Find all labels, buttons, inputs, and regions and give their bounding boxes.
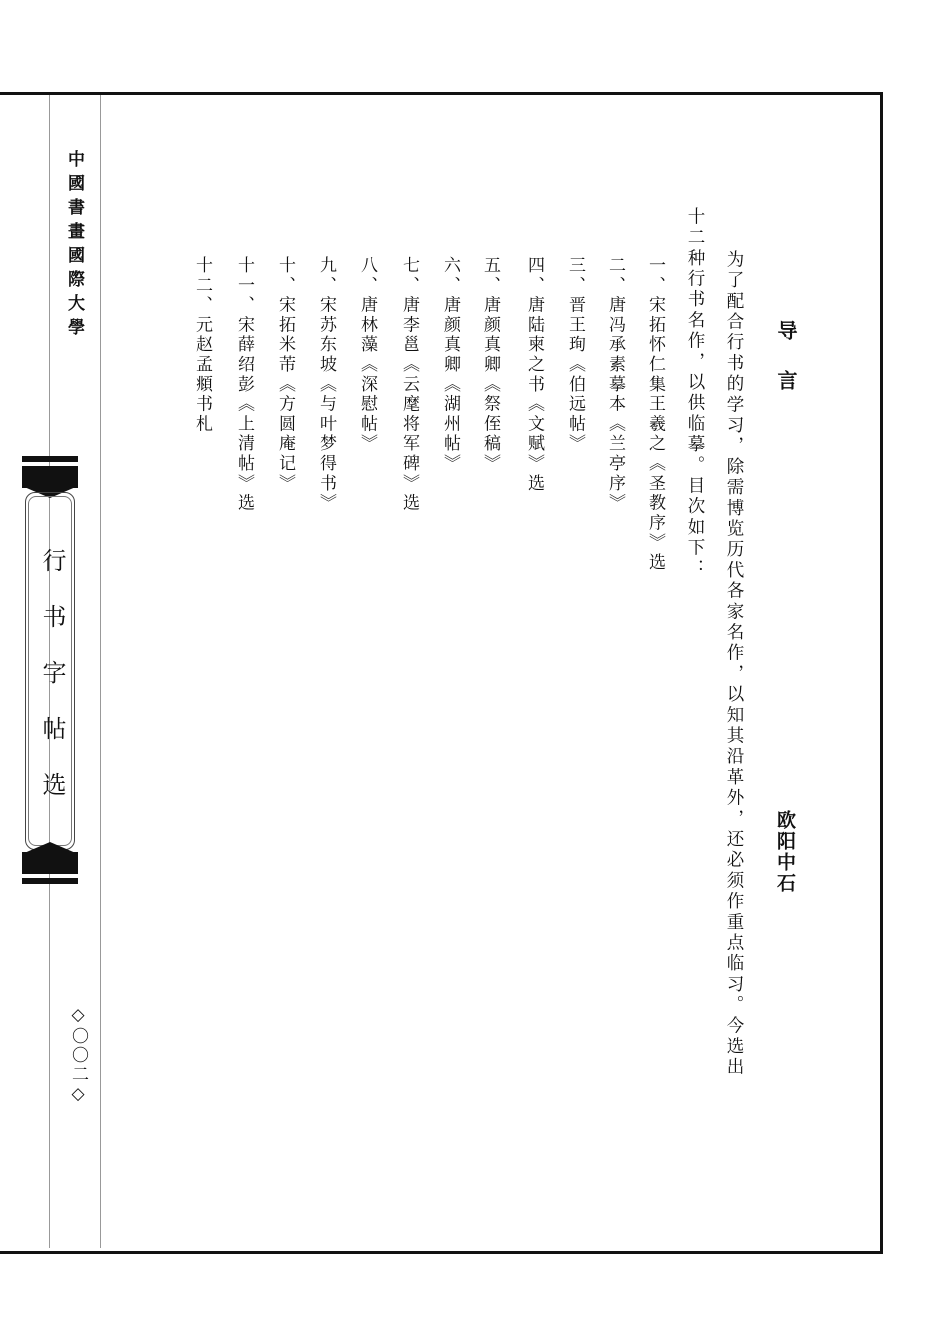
publisher-name: 中國書畫國際大學 [64, 150, 84, 342]
title-bar-top-thin [22, 456, 78, 462]
book-title: 行书字帖选 [38, 548, 66, 828]
list-item: 五、唐颜真卿《祭侄稿》 [480, 256, 500, 474]
list-item: 十一、宋薛绍彭《上清帖》选 [234, 256, 254, 514]
title-bar-bottom-thin [22, 878, 78, 884]
section-heading: 导言 [774, 320, 798, 420]
body-paragraph-line-1: 为了配合行书的学习，除需博览历代各家名作，以知其沿革外，还必须作重点临习。今选出 [724, 250, 744, 1078]
list-item: 九、宋苏东坡《与叶梦得书》 [316, 256, 336, 514]
list-item: 十二、元赵孟頫书札 [192, 256, 212, 435]
body-paragraph-line-2: 十二种行书名作，以供临摹。目次如下： [685, 207, 705, 580]
title-bar-bottom-thick [22, 852, 78, 874]
list-item: 二、唐冯承素摹本《兰亭序》 [605, 256, 625, 514]
page-number: ◇〇〇二◇ [68, 1005, 88, 1106]
list-item: 七、唐李邕《云麾将军碑》选 [399, 256, 419, 514]
list-item: 一、宋拓怀仁集王羲之《圣教序》选 [645, 256, 665, 573]
sidebar-rule-right [100, 95, 101, 1248]
list-item: 八、唐林藻《深慰帖》 [357, 256, 377, 454]
list-item: 十、宋拓米芾《方圆庵记》 [275, 256, 295, 494]
list-item: 六、唐颜真卿《湖州帖》 [440, 256, 460, 474]
author-name: 欧阳中石 [774, 810, 796, 894]
list-item: 三、晋王珣《伯远帖》 [565, 256, 585, 454]
title-bar-top-thick [22, 466, 78, 488]
list-item: 四、唐陆柬之书《文赋》选 [524, 256, 544, 494]
